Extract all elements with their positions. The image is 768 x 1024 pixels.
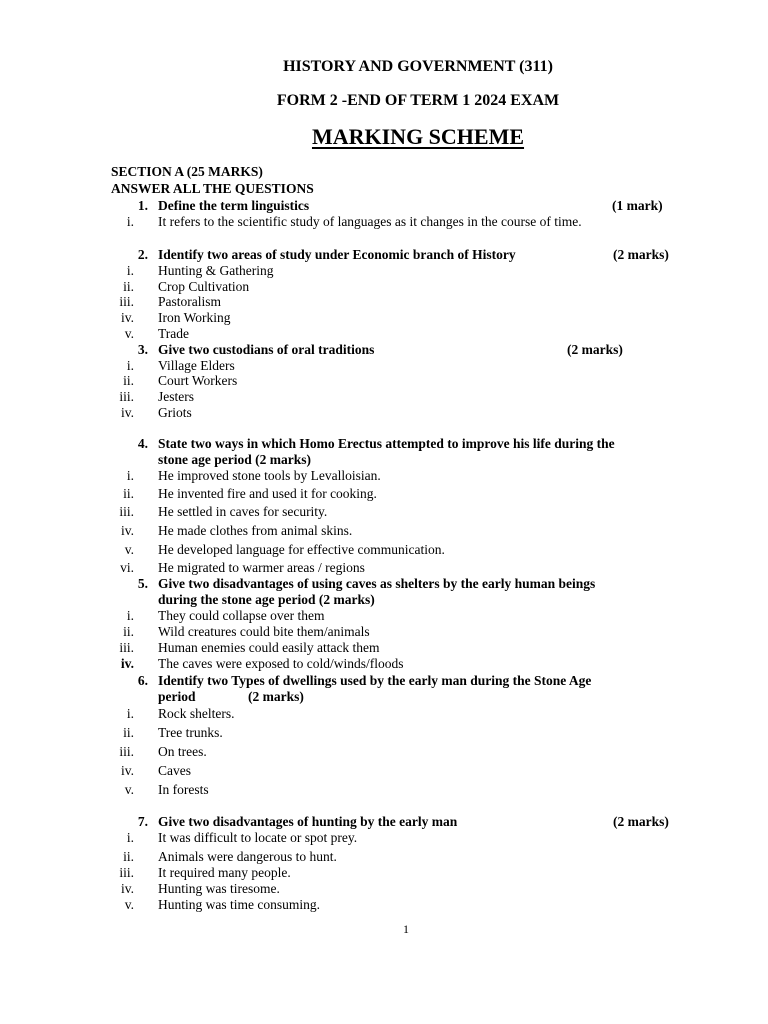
answer-text: Tree trunks.	[158, 725, 223, 740]
question-text: during the stone age period (2 marks)	[158, 592, 375, 607]
question-text: Give two custodians of oral traditions	[158, 342, 375, 357]
answer-numeral: iii.	[119, 389, 134, 404]
answer-text: It was difficult to locate or spot prey.	[158, 830, 358, 845]
answer-numeral: iii.	[119, 504, 134, 519]
answer-text: Hunting was tiresome.	[158, 881, 280, 896]
answer-text: It refers to the scientific study of languages as it changes in the course of time.	[158, 214, 582, 229]
answer-text: Wild creatures could bite them/animals	[158, 624, 370, 639]
answer-text: The caves were exposed to cold/winds/floods	[158, 656, 404, 671]
answer-numeral: i.	[126, 608, 134, 623]
answer-numeral: iv.	[121, 881, 134, 896]
answer-text: They could collapse over them	[158, 608, 325, 623]
question-text: Give two disadvantages of using caves as shelters by the early human beings	[158, 576, 596, 591]
answer-numeral: i.	[126, 706, 134, 721]
section-heading: SECTION A (25 MARKS)	[111, 164, 263, 179]
question-text: Identify two areas of study under Economic branch of History	[158, 247, 516, 262]
answer-numeral: v.	[124, 897, 134, 912]
answer-text: Iron Working	[158, 310, 231, 325]
answer-text: In forests	[158, 782, 209, 797]
question-text: Define the term linguistics	[158, 198, 310, 213]
question-marks: (2 marks)	[567, 342, 623, 357]
answer-numeral: iv.	[121, 763, 134, 778]
question-marks: (1 mark)	[612, 198, 663, 213]
answer-text: He migrated to warmer areas / regions	[158, 560, 365, 575]
answer-text: Court Workers	[158, 373, 238, 388]
answer-text: Hunting & Gathering	[158, 263, 274, 278]
answer-text: Trade	[158, 326, 190, 341]
answer-text: Griots	[158, 405, 192, 420]
answer-text: Animals were dangerous to hunt.	[158, 849, 337, 864]
answer-numeral: iii.	[119, 744, 134, 759]
question-text: stone age period (2 marks)	[158, 452, 311, 467]
answer-numeral: ii.	[123, 373, 134, 388]
answer-numeral: i.	[126, 358, 134, 373]
answer-text: Village Elders	[158, 358, 235, 373]
question-number: 4.	[137, 436, 148, 451]
answer-numeral: ii.	[123, 725, 134, 740]
answer-text: Pastoralism	[158, 294, 221, 309]
question-number: 2.	[137, 247, 148, 262]
question-number: 1.	[137, 198, 148, 213]
answer-text: Crop Cultivation	[158, 279, 250, 294]
answer-text: Hunting was time consuming.	[158, 897, 320, 912]
answer-numeral: ii.	[123, 279, 134, 294]
question-text: Give two disadvantages of hunting by the early man	[158, 814, 458, 829]
question-marks: (2 marks)	[613, 247, 669, 262]
answer-numeral: v.	[124, 326, 134, 341]
answer-text: He invented fire and used it for cooking.	[158, 486, 377, 501]
section-instruction: ANSWER ALL THE QUESTIONS	[111, 181, 314, 196]
answer-numeral: ii.	[123, 486, 134, 501]
answer-numeral: v.	[124, 782, 134, 797]
answer-numeral: v.	[124, 542, 134, 557]
question-text: Identify two Types of dwellings used by the early man during the Stone Age	[158, 673, 592, 688]
answer-text: He settled in caves for security.	[158, 504, 328, 519]
answer-text: He developed language for effective communication.	[158, 542, 445, 557]
answer-numeral: vi.	[120, 560, 134, 575]
subject-title: HISTORY AND GOVERNMENT (311)	[283, 58, 553, 75]
answer-text: Human enemies could easily attack them	[158, 640, 380, 655]
question-number: 3.	[137, 342, 148, 357]
marking-scheme-title: MARKING SCHEME	[311, 124, 525, 149]
answer-numeral: iii.	[119, 640, 134, 655]
answer-text: Caves	[158, 763, 191, 778]
question-text: State two ways in which Homo Erectus attempted to improve his life during the	[158, 436, 615, 451]
answer-numeral: iii.	[119, 294, 134, 309]
answer-numeral: iv.	[121, 405, 134, 420]
answer-numeral: ii.	[123, 849, 134, 864]
answer-numeral: iv.	[121, 310, 134, 325]
answer-text: It required many people.	[158, 865, 291, 880]
answer-numeral: i.	[126, 214, 134, 229]
question-number: 6.	[137, 673, 148, 688]
question-text: period	[158, 689, 196, 704]
answer-numeral: iii.	[119, 865, 134, 880]
answer-text: He made clothes from animal skins.	[158, 523, 353, 538]
answer-numeral: i.	[126, 830, 134, 845]
answer-text: Jesters	[158, 389, 194, 404]
answer-numeral: iv.	[121, 523, 134, 538]
answer-text: Rock shelters.	[158, 706, 235, 721]
question-marks: (2 marks)	[613, 814, 669, 829]
question-number: 7.	[137, 814, 148, 829]
answer-numeral: i.	[126, 263, 134, 278]
question-marks: (2 marks)	[248, 689, 304, 704]
answer-text: He improved stone tools by Levalloisian.	[158, 468, 381, 483]
answer-numeral: iv.	[120, 656, 134, 671]
question-number: 5.	[137, 576, 148, 591]
exam-title: FORM 2 -END OF TERM 1 2024 EXAM	[276, 92, 560, 109]
answer-numeral: ii.	[123, 624, 134, 639]
page-number: 1	[403, 922, 409, 936]
answer-text: On trees.	[158, 744, 207, 759]
answer-numeral: i.	[126, 468, 134, 483]
